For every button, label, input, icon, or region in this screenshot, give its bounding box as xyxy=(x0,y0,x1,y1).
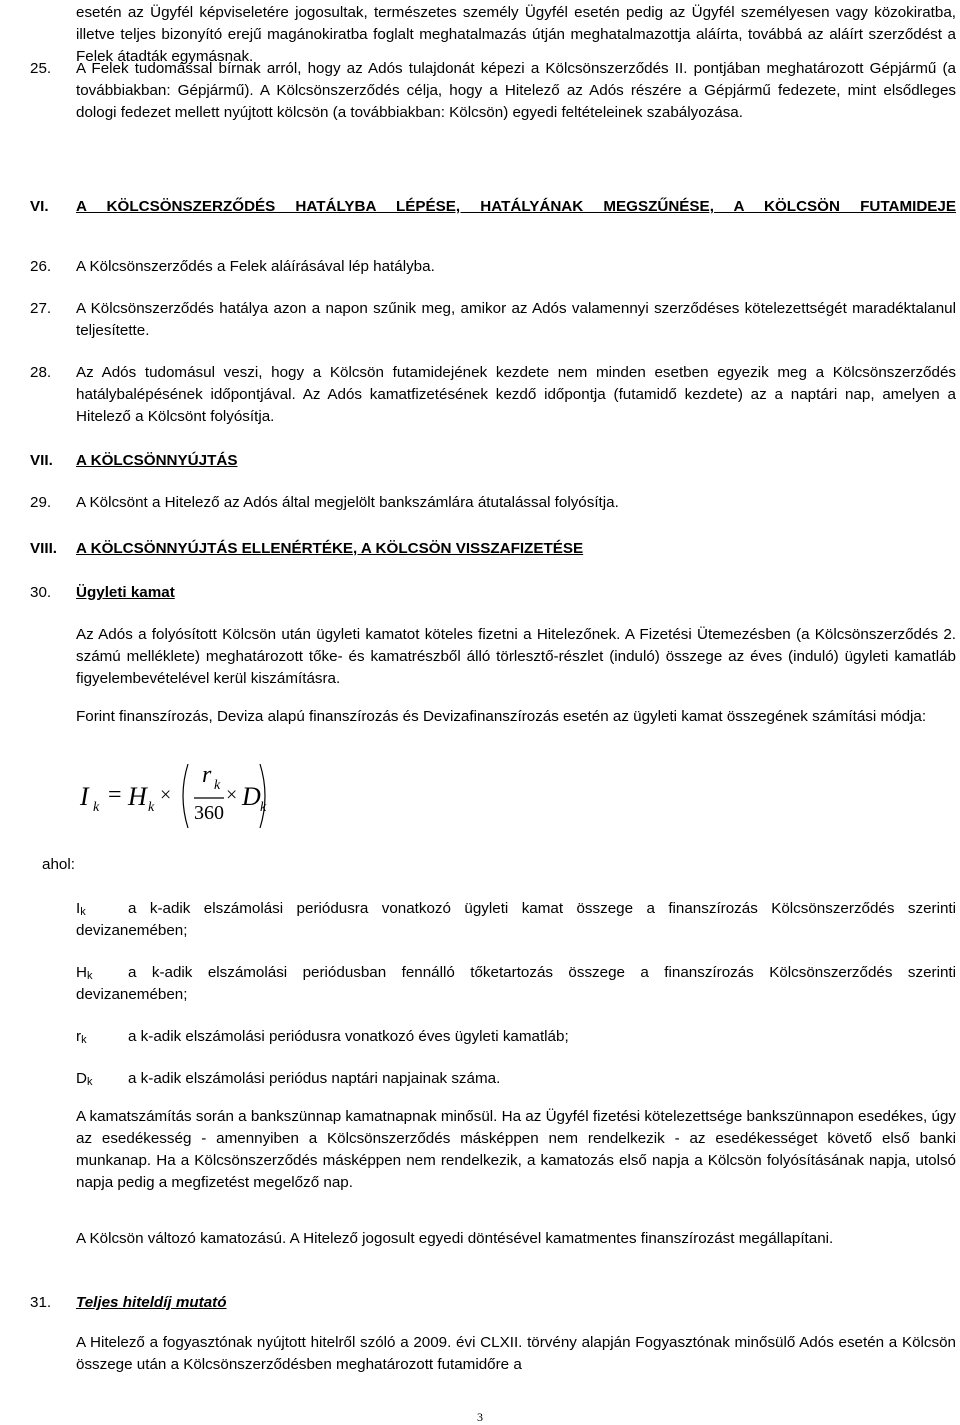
formula-d: D xyxy=(242,782,261,811)
section-vi-number: VI. xyxy=(30,198,49,215)
p25-text: A Felek tudomással bírnak arról, hogy az Adós tulajdonát képezi a Kölcsönszerződés II. pontjában meghatározott Gépjármű (a továbbiakban: Gépjármű). A Kölcsönszerződés célja, hogy a Hitelező az Adós részére a Gépjármű fedezete, mint elsődleges dologi fedezet mellett nyújtott kölcsön (a továbbiakban: Kölcsön) egyedi feltételeinek szabályozása. xyxy=(76,60,956,121)
def-term-rk-main: r xyxy=(76,1028,82,1045)
p31-title-text: Teljes hiteldíj mutató xyxy=(76,1294,227,1311)
p31-number: 31. xyxy=(30,1294,52,1311)
page-number: 3 xyxy=(477,1410,483,1424)
formula-i-sub: k xyxy=(93,800,100,815)
formula-times-1: × xyxy=(160,784,172,806)
formula-i: I xyxy=(80,782,89,811)
p28-number: 28. xyxy=(30,364,52,381)
def-text-hk: a k-adik elszámolási periódusban fennálló tőketartozás összege a finanszírozás Kölcsönszerződés szerinti devizanemében; xyxy=(76,964,956,1003)
def-term-hk-main: H xyxy=(76,964,87,981)
formula-d-sub: k xyxy=(260,800,267,815)
p28-text: Az Adós tudomásul veszi, hogy a Kölcsön futamidejének kezdete nem minden esetben egyezik meg a Kölcsönszerződés hatálybalépésének időpontjával. Az Adós kamatfizetésének kezdő időpontja (futamidő kezdete) az a naptári nap, amelyen a Hitelező a Kölcsönt folyósítja. xyxy=(76,364,956,425)
p30-text1: Az Adós a folyósított Kölcsön után ügyleti kamatot köteles fizetni a Hitelezőnek. A Fizetési Ütemezésben (a Kölcsönszerződés 2. számú melléklete) meghatározott tőke- és kamatrészből álló törlesztő-részlet (induló) összege az éves (induló) ügyleti kamatláb figyelembevételével kerül kiszámításra. xyxy=(76,626,956,687)
p27-text: A Kölcsönszerződés hatálya azon a napon szűnik meg, amikor az Adós valamennyi szerződéses kötelezettségét maradéktalanul teljesítette. xyxy=(76,300,956,339)
def-term-hk-sub: k xyxy=(86,970,93,982)
def-term-ik-main: I xyxy=(76,900,81,917)
p26-text: A Kölcsönszerződés a Felek aláírásával lép hatályba. xyxy=(76,258,435,275)
section-vii-title: A KÖLCSÖNNYÚJTÁS xyxy=(76,452,238,469)
section-viii-title: A KÖLCSÖNNYÚJTÁS ELLENÉRTÉKE, A KÖLCSÖN VISSZAFIZETÉSE xyxy=(76,540,584,557)
p30-title xyxy=(76,582,956,604)
ahol-label: ahol: xyxy=(42,856,75,873)
p31-title xyxy=(76,1292,956,1314)
formula-times-2: × xyxy=(226,784,238,806)
interest-formula xyxy=(76,760,316,832)
p29-number: 29. xyxy=(30,494,52,511)
p29-text: A Kölcsönt a Hitelező az Adós által megjelölt bankszámlára átutalással folyósítja. xyxy=(76,494,619,511)
section-vii-number: VII. xyxy=(30,452,53,469)
p27-number: 27. xyxy=(30,300,52,317)
p26-number: 26. xyxy=(30,258,52,275)
p30-text4: A Kölcsön változó kamatozású. A Hitelező jogosult egyedi döntésével kamatmentes finanszírozást megállapítani. xyxy=(76,1230,834,1247)
def-term-ik-sub: k xyxy=(80,906,86,918)
intro-paragraph: esetén az Ügyfél képviseletére jogosultak, természetes személy Ügyfél esetén pedig az Ügyfél személyesen vagy közokiratba, illetve teljes bizonyító erejű magánokiratba foglalt meghatalmazás útján meghatalmazottja aláírta, továbbá az aláírt szerződést a Felek átadták egymásnak. xyxy=(76,4,956,65)
def-text-ik: a k-adik elszámolási periódusra vonatkozó ügyleti kamat összege a finanszírozás Kölcsönszerződés szerinti devizanemében; xyxy=(76,900,956,939)
def-term-rk-sub: k xyxy=(81,1034,87,1046)
p31-text: A Hitelező a fogyasztónak nyújtott hitelről szóló a 2009. évi CLXII. törvény alapján Fogyasztónak minősülő Adós esetén a Kölcsön összege után a Kölcsönszerződésben meghatározott futamidőre a xyxy=(76,1334,956,1373)
formula-h: H xyxy=(128,782,147,811)
formula-h-sub: k xyxy=(148,800,155,815)
p30-number: 30. xyxy=(30,584,52,601)
formula-360: 360 xyxy=(194,802,224,824)
left-paren xyxy=(183,764,188,828)
section-vi-title: A KÖLCSÖNSZERZŐDÉS HATÁLYBA LÉPÉSE, HATÁLYÁNAK MEGSZŰNÉSE, A KÖLCSÖN FUTAMIDEJE xyxy=(76,198,956,215)
formula-equals: = xyxy=(108,782,122,808)
p30-title-text: Ügyleti kamat xyxy=(76,584,175,601)
formula-r-sub: k xyxy=(214,778,221,793)
p30-text3: A kamatszámítás során a bankszünnap kamatnapnak minősül. Ha az Ügyfél fizetési kötelezettsége bankszünnapon esedékes, úgy az esedékesség - amennyiben a Kölcsönszerződés másképpen nem rendelkezik - az esedékességet követő első banki munkanap. Ha a Kölcsönszerződés másképpen nem rendelkezik, a kamatozás első napja a Kölcsön folyósításának napja, utolsó napja pedig a megfizetést megelőző nap. xyxy=(76,1108,956,1191)
p25-number: 25. xyxy=(30,60,52,77)
def-text-dk: a k-adik elszámolási periódus naptári napjainak száma. xyxy=(128,1070,501,1087)
def-term-dk-sub: k xyxy=(86,1076,93,1088)
p30-text2: Forint finanszírozás, Deviza alapú finanszírozás és Devizafinanszírozás esetén az ügyleti kamat összegének számítási módja: xyxy=(76,708,927,725)
section-viii-number: VIII. xyxy=(30,540,58,557)
def-term-dk-main: D xyxy=(76,1070,87,1087)
def-text-rk: a k-adik elszámolási periódusra vonatkozó éves ügyleti kamatláb; xyxy=(128,1028,569,1045)
formula-r: r xyxy=(202,762,212,788)
